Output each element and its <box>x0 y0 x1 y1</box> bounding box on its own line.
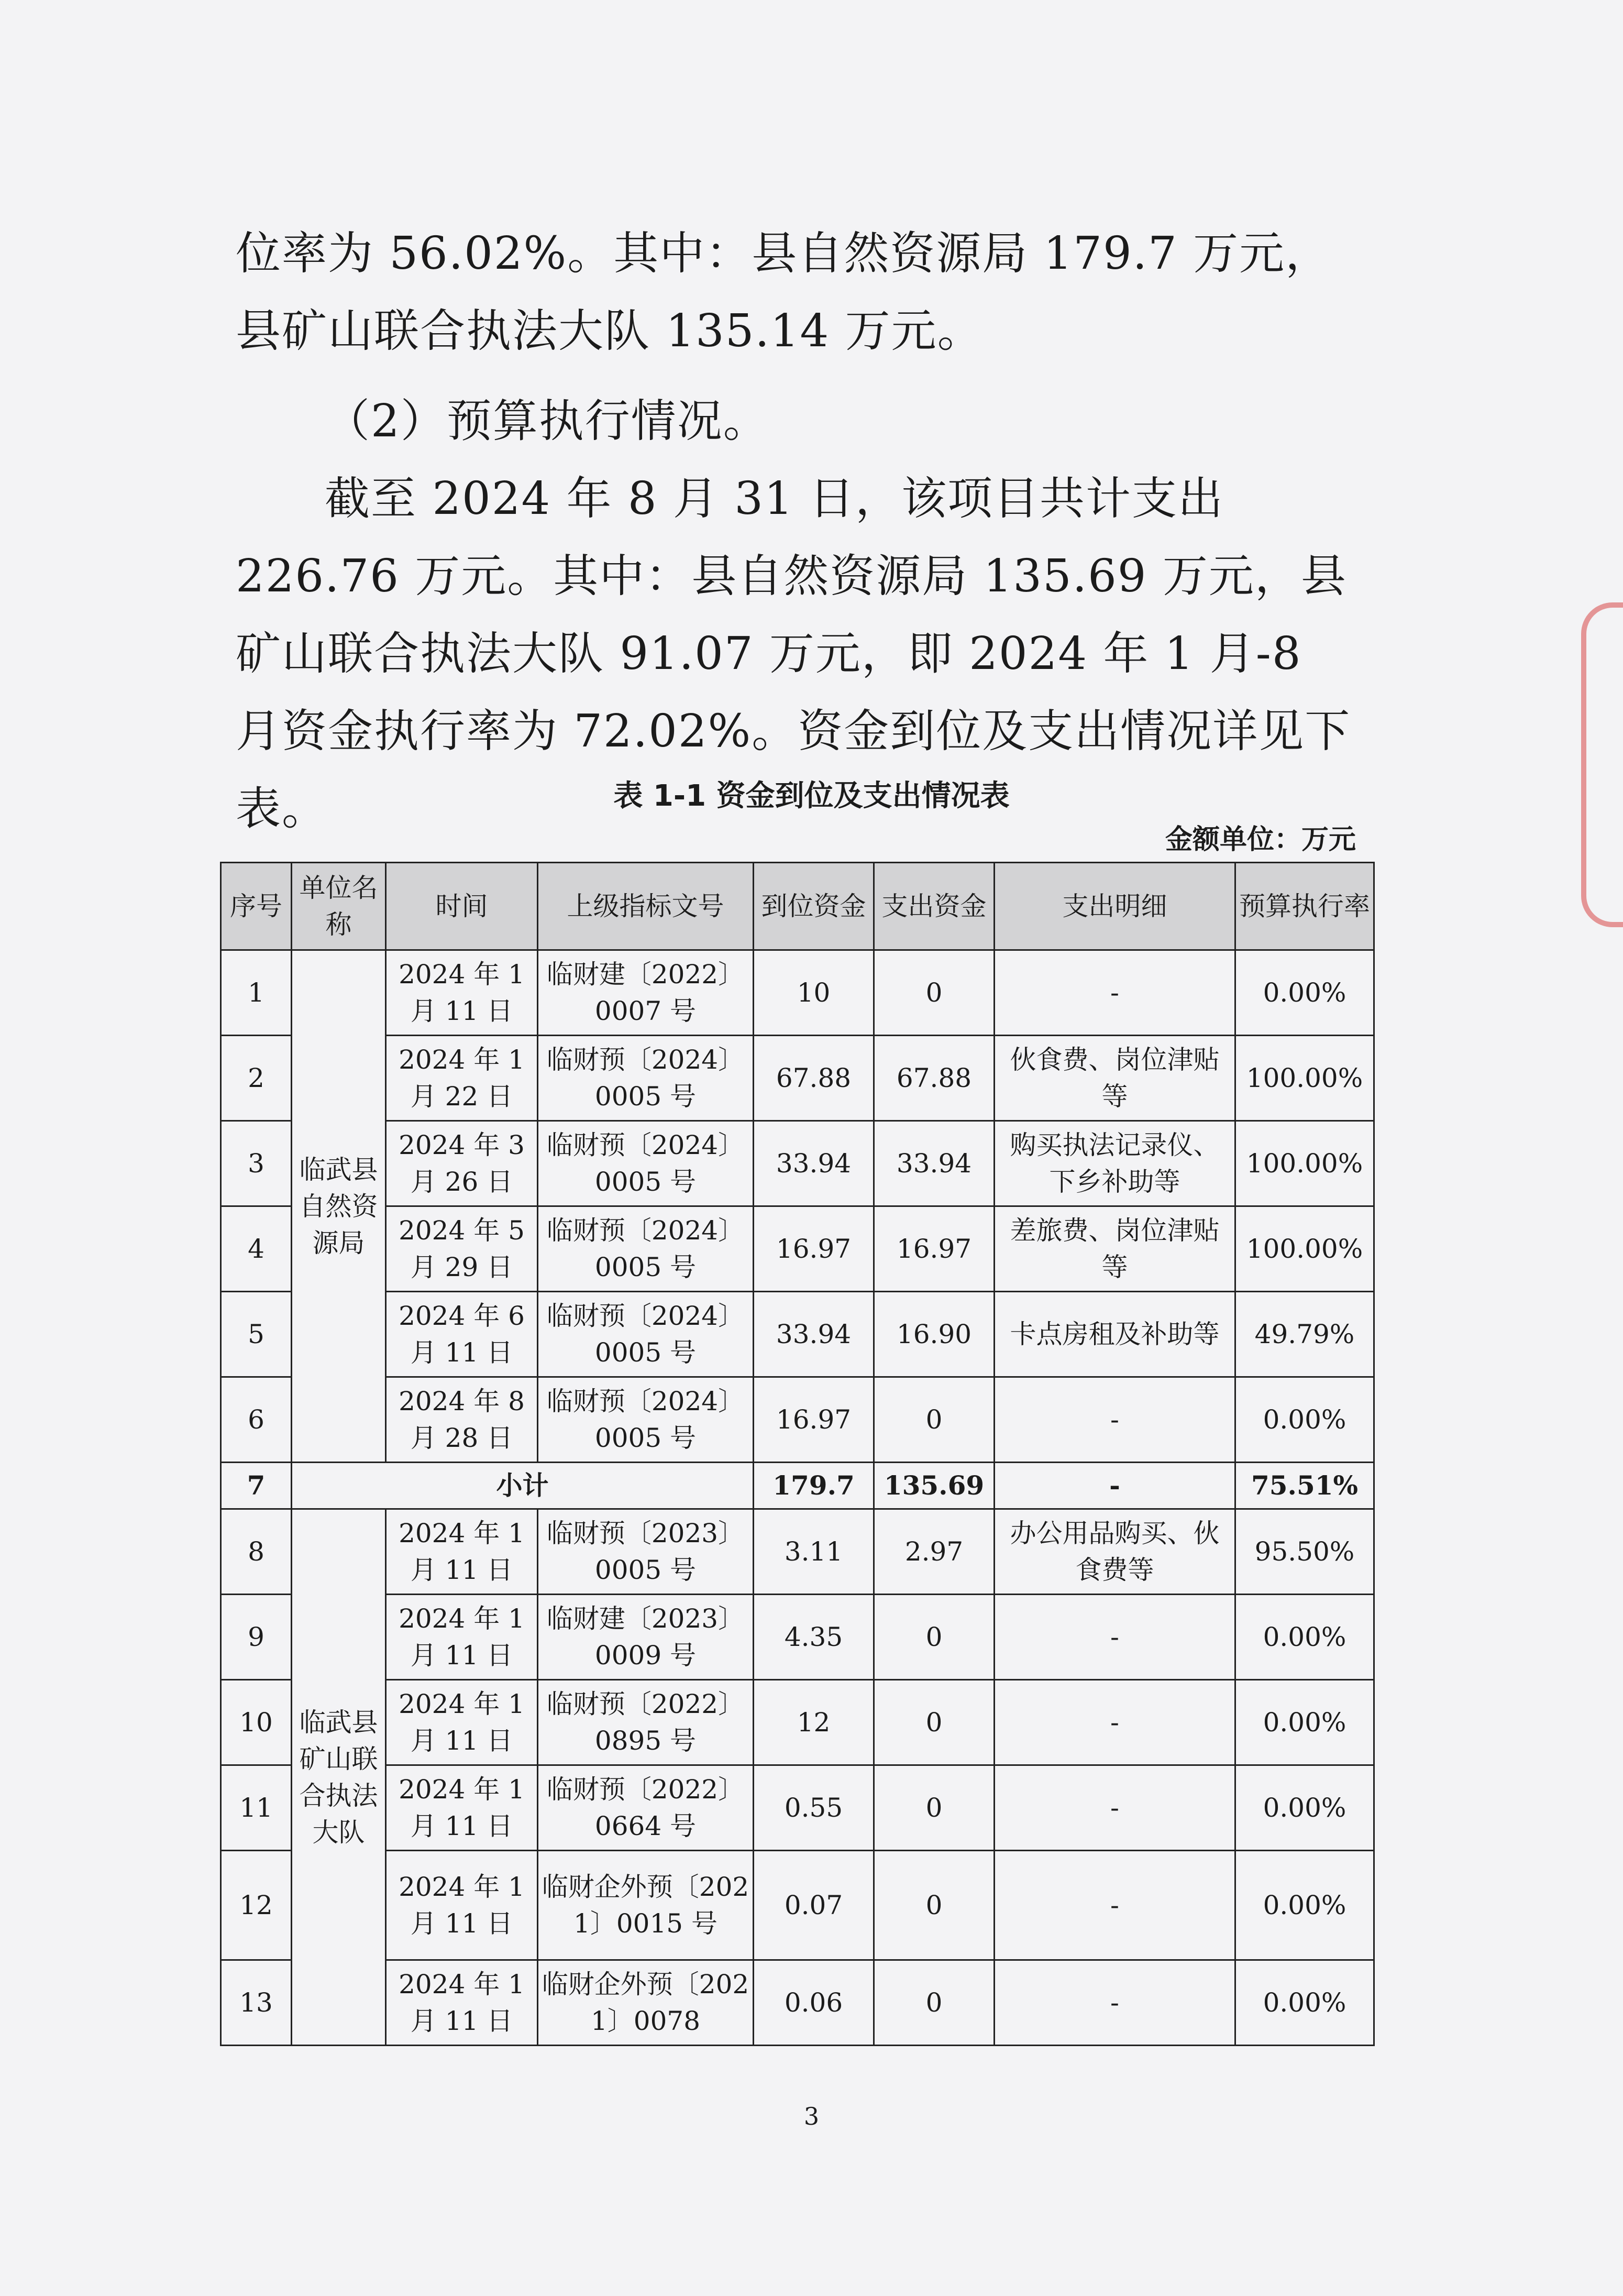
table-row <box>221 1377 1374 1463</box>
cell-doc: 临财企外预〔2021〕0015 号 <box>538 1851 754 1960</box>
cell-date: 2024 年 5 月 29 日 <box>386 1206 538 1292</box>
header-cell: 支出明细 <box>995 863 1235 950</box>
table-row <box>221 1036 1374 1121</box>
table-row <box>221 1121 1374 1206</box>
cell-no: 3 <box>221 1121 292 1206</box>
cell-doc: 临财预〔2024〕0005 号 <box>538 1377 754 1463</box>
header-cell: 上级指标文号 <box>538 863 754 950</box>
cell-doc: 临财预〔2024〕0005 号 <box>538 1292 754 1377</box>
cell-date: 2024 年 1 月 11 日 <box>386 1851 538 1960</box>
cell-no: 6 <box>221 1377 292 1463</box>
table-row <box>221 1960 1374 2046</box>
cell-received: 179.7 <box>754 1463 874 1509</box>
cell-rate: 0.00% <box>1235 1680 1374 1765</box>
header-cell: 支出资金 <box>874 863 995 950</box>
cell-date: 2024 年 3 月 26 日 <box>386 1121 538 1206</box>
table-row <box>221 1509 1374 1595</box>
cell-detail: - <box>995 1680 1235 1765</box>
cell-doc: 临财预〔2024〕0005 号 <box>538 1121 754 1206</box>
cell-date: 2024 年 1 月 11 日 <box>386 1509 538 1595</box>
cell-detail: 办公用品购买、伙食费等 <box>995 1509 1235 1595</box>
paragraph-expenditure: 截至 2024 年 8 月 31 日，该项目共计支出 226.76 万元。其中：县自然资源局 135.69 万元，县矿山联合执法大队 91.07 万元，即 2024 年 1 月-8 月资金执行率为 72.02%。资金到位及支出情况详见下表。 <box>236 473 1351 835</box>
subtotal-label: 小计 <box>292 1463 754 1509</box>
table-unit-label: 金额单位：万元 <box>1165 824 1356 855</box>
cell-received: 0.07 <box>754 1851 874 1960</box>
cell-spent: 67.88 <box>874 1036 995 1121</box>
table-row <box>221 1292 1374 1377</box>
cell-spent: 2.97 <box>874 1509 995 1595</box>
table-row <box>221 950 1374 1036</box>
cell-received: 33.94 <box>754 1121 874 1206</box>
cell-detail: 购买执法记录仪、下乡补助等 <box>995 1121 1235 1206</box>
cell-no: 8 <box>221 1509 292 1595</box>
cell-spent: 16.97 <box>874 1206 995 1292</box>
cell-doc: 临财企外预〔2021〕0078 <box>538 1960 754 2046</box>
cell-rate: 100.00% <box>1235 1206 1374 1292</box>
cell-no: 11 <box>221 1765 292 1851</box>
cell-rate: 0.00% <box>1235 1851 1374 1960</box>
cell-rate: 0.00% <box>1235 1960 1374 2046</box>
red-seal-fragment <box>1581 602 1623 927</box>
cell-no: 10 <box>221 1680 292 1765</box>
header-cell: 时间 <box>386 863 538 950</box>
cell-no: 2 <box>221 1036 292 1121</box>
cell-spent: 16.90 <box>874 1292 995 1377</box>
page-number: 3 <box>803 2102 820 2130</box>
cell-date: 2024 年 8 月 28 日 <box>386 1377 538 1463</box>
cell-received: 16.97 <box>754 1377 874 1463</box>
cell-rate: 0.00% <box>1235 950 1374 1036</box>
cell-unit-name: 临武县矿山联合执法大队 <box>292 1509 386 2046</box>
cell-received: 4.35 <box>754 1595 874 1680</box>
cell-rate: 0.00% <box>1235 1377 1374 1463</box>
cell-spent: 0 <box>874 1377 995 1463</box>
cell-no: 5 <box>221 1292 292 1377</box>
cell-received: 10 <box>754 950 874 1036</box>
cell-date: 2024 年 1 月 11 日 <box>386 1680 538 1765</box>
cell-rate: 95.50% <box>1235 1509 1374 1595</box>
cell-date: 2024 年 1 月 11 日 <box>386 1595 538 1680</box>
funds-table <box>220 862 1375 2046</box>
paragraph-heading-budget-execution: （2）预算执行情况。 <box>325 395 769 447</box>
cell-received: 0.06 <box>754 1960 874 2046</box>
cell-rate: 49.79% <box>1235 1292 1374 1377</box>
cell-received: 16.97 <box>754 1206 874 1292</box>
cell-spent: 0 <box>874 1595 995 1680</box>
cell-detail: - <box>995 1595 1235 1680</box>
cell-no: 4 <box>221 1206 292 1292</box>
cell-detail: - <box>995 1377 1235 1463</box>
cell-detail: 差旅费、岗位津贴等 <box>995 1206 1235 1292</box>
cell-doc: 临财建〔2023〕0009 号 <box>538 1595 754 1680</box>
cell-unit-name: 临武县自然资源局 <box>292 950 386 1463</box>
cell-rate: 100.00% <box>1235 1036 1374 1121</box>
table-header-row <box>221 863 1374 950</box>
cell-rate: 100.00% <box>1235 1121 1374 1206</box>
cell-detail: - <box>995 950 1235 1036</box>
cell-doc: 临财预〔2024〕0005 号 <box>538 1206 754 1292</box>
header-cell: 到位资金 <box>754 863 874 950</box>
cell-spent: 0 <box>874 950 995 1036</box>
cell-received: 67.88 <box>754 1036 874 1121</box>
cell-spent: 0 <box>874 1960 995 2046</box>
cell-doc: 临财建〔2022〕0007 号 <box>538 950 754 1036</box>
cell-rate: 0.00% <box>1235 1595 1374 1680</box>
cell-spent: 0 <box>874 1851 995 1960</box>
cell-date: 2024 年 1 月 11 日 <box>386 1765 538 1851</box>
cell-detail: 卡点房租及补助等 <box>995 1292 1235 1377</box>
cell-detail: - <box>995 1960 1235 2046</box>
cell-doc: 临财预〔2023〕0005 号 <box>538 1509 754 1595</box>
cell-date: 2024 年 6 月 11 日 <box>386 1292 538 1377</box>
cell-no: 9 <box>221 1595 292 1680</box>
subtotal-row <box>221 1463 1374 1509</box>
cell-received: 0.55 <box>754 1765 874 1851</box>
table-row <box>221 1851 1374 1960</box>
cell-rate: 75.51% <box>1235 1463 1374 1509</box>
cell-date: 2024 年 1 月 22 日 <box>386 1036 538 1121</box>
cell-rate: 0.00% <box>1235 1765 1374 1851</box>
cell-date: 2024 年 1 月 11 日 <box>386 950 538 1036</box>
table-row <box>221 1765 1374 1851</box>
table-row <box>221 1680 1374 1765</box>
cell-received: 33.94 <box>754 1292 874 1377</box>
cell-spent: 135.69 <box>874 1463 995 1509</box>
cell-no: 1 <box>221 950 292 1036</box>
cell-spent: 33.94 <box>874 1121 995 1206</box>
header-cell: 序号 <box>221 863 292 950</box>
cell-spent: 0 <box>874 1680 995 1765</box>
cell-received: 3.11 <box>754 1509 874 1595</box>
cell-detail: - <box>995 1463 1235 1509</box>
header-cell: 预算执行率 <box>1235 863 1374 950</box>
cell-detail: - <box>995 1765 1235 1851</box>
cell-no: 13 <box>221 1960 292 2046</box>
cell-no: 7 <box>221 1463 292 1509</box>
table-row <box>221 1206 1374 1292</box>
cell-doc: 临财预〔2022〕0895 号 <box>538 1680 754 1765</box>
cell-doc: 临财预〔2022〕0664 号 <box>538 1765 754 1851</box>
cell-detail: - <box>995 1851 1235 1960</box>
cell-spent: 0 <box>874 1765 995 1851</box>
table-caption: 表 1-1 资金到位及支出情况表 <box>613 779 1010 813</box>
header-cell: 单位名称 <box>292 863 386 950</box>
cell-no: 12 <box>221 1851 292 1960</box>
table-row <box>221 1595 1374 1680</box>
paragraph-funds-arrival: 位率为 56.02%。其中：县自然资源局 179.7 万元，县矿山联合执法大队 135.14 万元。 <box>236 227 1332 357</box>
cell-date: 2024 年 1 月 11 日 <box>386 1960 538 2046</box>
cell-received: 12 <box>754 1680 874 1765</box>
cell-doc: 临财预〔2024〕0005 号 <box>538 1036 754 1121</box>
cell-detail: 伙食费、岗位津贴等 <box>995 1036 1235 1121</box>
